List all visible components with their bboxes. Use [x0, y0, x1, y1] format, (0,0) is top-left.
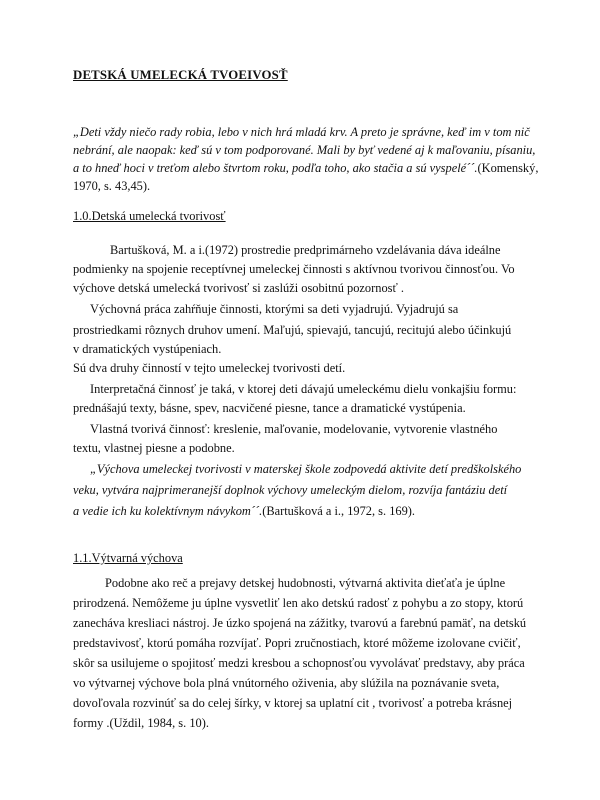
paragraph-line: prostriedkami rôznych druhov umení. Maľujú, spievajú, tancujú, recitujú alebo účinkujú: [73, 323, 512, 337]
paragraph-line: zanecháva kresliaci nástroj. Je úzko spojená na zážitky, tvarovú a farebnú pamäť, na detskú: [73, 616, 527, 630]
section-heading-1-1: 1.1.Výtvarná výchova: [73, 551, 183, 565]
section-heading-1-0: 1.0.Detská umelecká tvorivosť: [73, 209, 226, 223]
quote-paragraph-line: [73, 504, 415, 519]
quote-line-3-italic: a to hneď hoci v treťom alebo štvrtom roku, podľa toho, ako stačia a sú vyspelé´´.: [73, 161, 478, 175]
paragraph-line: Interpretačná činnosť je taká, v ktorej deti dávajú umeleckému dielu vonkajšiu formu:: [90, 382, 517, 396]
paragraph-line: výchove detská umelecká tvorivosť si zaslúži osobitnú pozornosť .: [73, 281, 404, 295]
paragraph-line: podmienky na spojenie receptívnej umeleckej činnosti s aktívnou tvorivou činnosťou. Vo: [73, 262, 515, 276]
quote-line-3: [73, 161, 538, 176]
quote-line-1: „Deti vždy niečo rady robia, lebo v nich hrá mladá krv. A preto je správne, keď im v tom nič: [73, 125, 530, 139]
paragraph-line: Sú dva druhy činností v tejto umeleckej tvorivosti detí.: [73, 361, 346, 375]
paragraph-line: formy .(Uždil, 1984, s. 10).: [73, 716, 209, 730]
paragraph-line: textu, vlastnej piesne a podobne.: [73, 441, 235, 455]
quote-citation-start: (Komenský,: [477, 161, 539, 175]
paragraph-line: skôr sa usilujeme o spojitosť medzi kresbou a schopnosťou vyvolávať predstavy, aby práca: [73, 656, 525, 670]
quote-paragraph-line: veku, vytvára najprimeranejší doplnok výchovy umeleckým dielom, rozvíja fantáziu detí: [73, 483, 508, 497]
paragraph-line: prirodzená. Nemôžeme ju úplne vysvetliť len ako detskú radosť z pohybu a zo stopy, ktorú: [73, 596, 524, 610]
paragraph-line: predstavivosť, ktorú pomáha rozvíjať. Popri zručnostiach, ktoré môžeme izolovane cvičiť,: [73, 636, 521, 650]
paragraph-line: v dramatických vystúpeniach.: [73, 342, 222, 356]
quote-citation-end: 1970, s. 43,45).: [73, 179, 151, 193]
paragraph-line: Bartušková, M. a i.(1972) prostredie predprimárneho vzdelávania dáva ideálne: [110, 243, 501, 257]
quote-line-2: nebrání, ale naopak: keď sú v tom podporované. Mali by byť vedené aj k maľovaniu, písaniu,: [73, 143, 536, 157]
paragraph-line: dovoľovala rozvinúť sa do celej šírky, v ktorej sa uplatní cit , tvorivosť a potreba krásnej: [73, 696, 513, 710]
paragraph-line: Vlastná tvorivá činnosť: kreslenie, maľovanie, modelovanie, vytvorenie vlastného: [90, 422, 498, 436]
quote-paragraph-line: „Výchova umeleckej tvorivosti v materskej škole zodpovedá aktivite detí predškolského: [90, 462, 522, 476]
paragraph-line: prednášajú texty, básne, spev, nacvičené piesne, tance a dramatické vystúpenia.: [73, 401, 466, 415]
paragraph-line: Podobne ako reč a prejavy detskej hudobnosti, výtvarná aktivita dieťaťa je úplne: [105, 576, 506, 590]
document-title: DETSKÁ UMELECKÁ TVOEIVOSŤ: [73, 68, 288, 82]
paragraph-line: vo výtvarnej výchove bola plná vnútorného oživenia, aby slúžila na poznávanie sveta,: [73, 676, 500, 690]
paragraph-line: Výchovná práca zahŕňuje činnosti, ktorými sa deti vyjadrujú. Vyjadrujú sa: [90, 302, 459, 316]
citation: (Bartušková a i., 1972, s. 169).: [262, 504, 415, 518]
quote-paragraph-tail: a vedie ich ku kolektívnym návykom´´.: [73, 504, 263, 518]
